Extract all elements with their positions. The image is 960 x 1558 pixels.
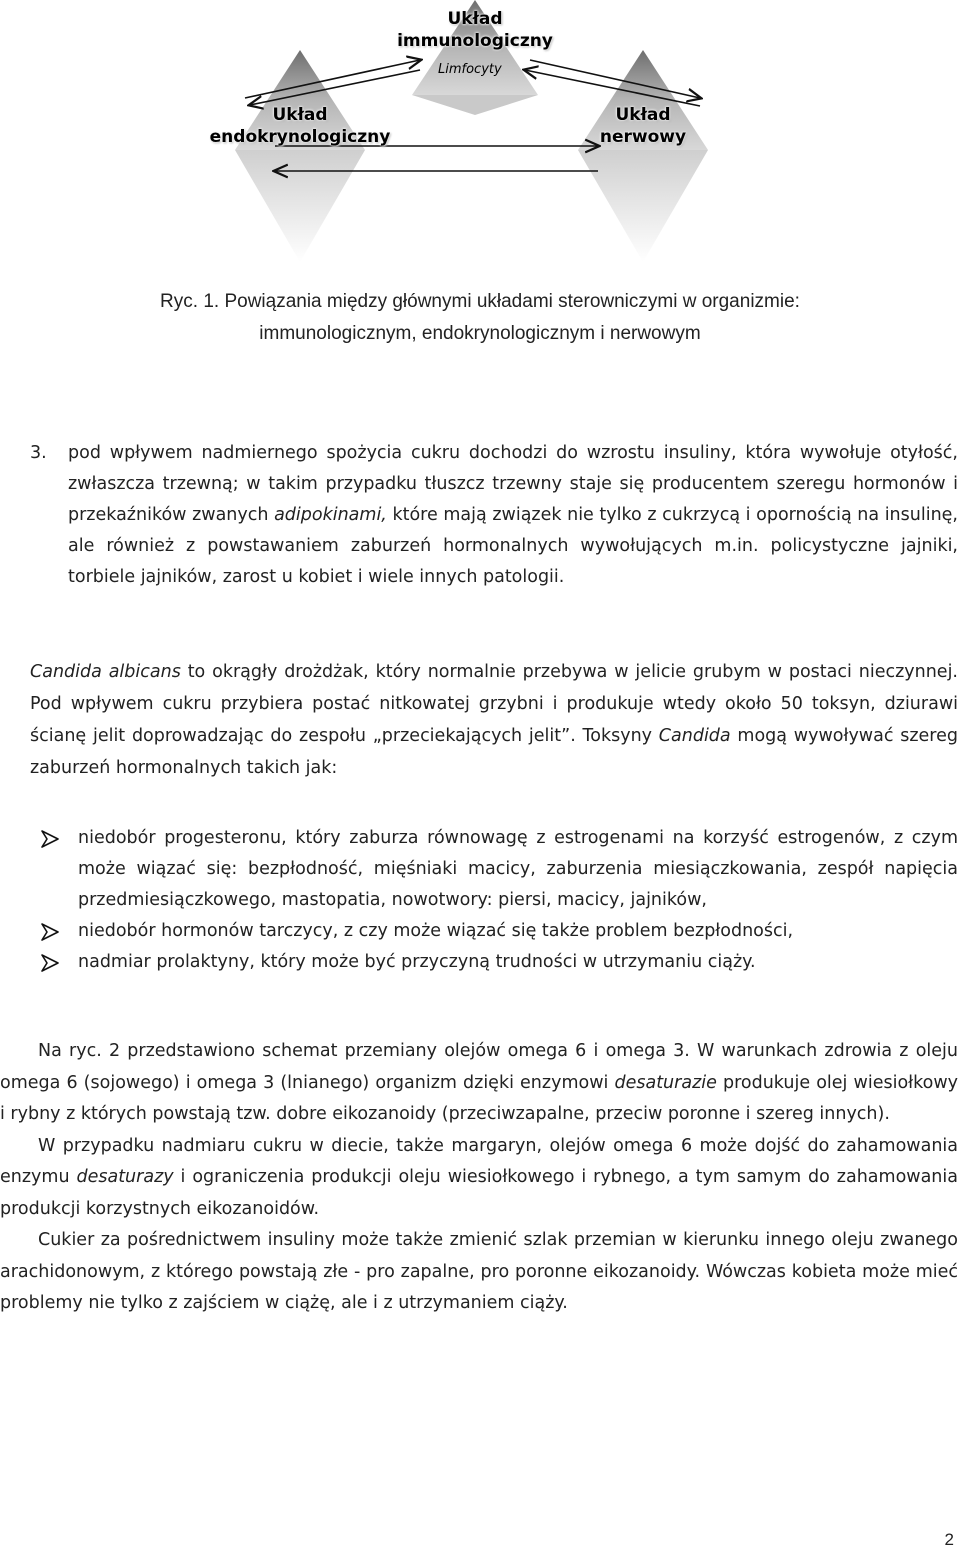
list-item-3 <box>30 438 958 593</box>
caption-line-1: Ryc. 1. Powiązania między głównymi układami sterowniczymi w organizmie: <box>160 291 800 312</box>
omega-p2-b: i ograniczenia produkcji oleju wiesiołkowego i rybnego, a tym samym do zahamowania produkcji korzystnych eikozanoidów. <box>0 1167 958 1219</box>
bullet-text: niedobór hormonów tarczycy, z czy może wiązać się także problem bezpłodności, <box>78 921 794 941</box>
arrow-endocrine-to-immune <box>245 60 420 98</box>
term-desaturazy: desaturazy <box>76 1167 174 1187</box>
pyramid-nervous <box>578 50 708 262</box>
node-label-immune: Układ immunologiczny <box>397 9 553 51</box>
term-candida: Candida <box>658 726 731 746</box>
omega-paragraph-1 <box>0 1036 958 1131</box>
figure-caption <box>0 286 960 350</box>
item-3-text-a: pod wpływem nadmiernego spożycia cukru dochodzi do wzrostu insuliny, która wywołuje otyłość, zwłaszcza trzewną; w takim przypadku tłuszcz trzewny staje się producentem szeregu hormonów i przekaźników zwanych <box>68 443 958 525</box>
caption-line-2: immunologicznym, endokrynologicznym i nerwowym <box>259 323 701 344</box>
omega-paragraph-3: Cukier za pośrednictwem insuliny może także zmienić szlak przemian w kierunku innego oleju zwanego arachidonowym, z którego powstają złe - pro zapalne, pro poronne eikozanoidy. Wówczas kobieta może mieć problemy nie tylko z zajściem w ciążę, ale i z utrzymaniem ciąży. <box>0 1230 958 1313</box>
term-adipokines: adipokinami, <box>274 505 387 525</box>
item-3-text-b: które mają związek nie tylko z cukrzycą i opornością na insulinę, ale również z powstawaniem zaburzeń hormonalnych wywołujących m.in. policystyczne jajniki, torbiele jajników, zarost u kobiet i wiele innych patologii. <box>68 505 958 587</box>
candida-text <box>0 656 958 784</box>
pyramid-endocrine <box>235 50 365 262</box>
list-item <box>40 823 958 916</box>
omega-p2-a: W przypadku nadmiaru cukru w diecie, także margaryn, olejów omega 6 może dojść do zahamowania enzymu <box>0 1135 958 1187</box>
arrow-immune-to-nervous <box>530 60 700 98</box>
arrow-immune-to-endocrine <box>250 70 420 105</box>
bullet-text: nadmiar prolaktyny, który może być przyczyną trudności w utrzymaniu ciąży. <box>78 952 756 972</box>
arrowhead-bullet-icon <box>40 923 60 941</box>
node-label-nervous: Układ nerwowy <box>599 105 687 147</box>
omega-paragraph-2 <box>0 1131 958 1226</box>
term-candida-albicans: Candida albicans <box>30 662 181 682</box>
list-item <box>40 916 958 947</box>
bullet-text: niedobór progesteronu, który zaburza równowagę z estrogenami na korzyść estrogenów, z czym może wiązać się: bezpłodność, mięśniaki macicy, zaburzenia miesiączkowania, zespół napięcia przedmiesiączkowego, mastopatia, nowotwory: piersi, macicy, jajników, <box>78 828 958 910</box>
term-desaturazie: desaturazie <box>614 1072 717 1093</box>
candida-paragraph <box>0 656 958 784</box>
list-item <box>40 947 958 978</box>
candida-text-b: mogą wywoływać szereg zaburzeń hormonalnych takich jak: <box>30 726 958 778</box>
page-number: 2 <box>944 1530 954 1549</box>
omega-p1-a: Na ryc. 2 przedstawiono schemat przemiany olejów omega 6 i omega 3. W warunkach zdrowia z oleju omega 6 (sojowego) i omega 3 (lnianego) organizm dzięki enzymowi <box>0 1041 958 1093</box>
node-label-endocrine: Układ endokrynologiczny <box>209 105 391 147</box>
arrowhead-bullet-icon <box>40 830 60 848</box>
omega-section <box>0 1036 958 1320</box>
item-3-text <box>68 438 958 593</box>
omega-p1-b: produkuje olej wiesiołkowy i rybny z których powstają tzw. dobre eikozanoidy (przeciwzapalne, przeciw poronne i szereg innych). <box>0 1072 959 1124</box>
arrowhead-bullet-icon <box>40 954 60 972</box>
node-sublabel-lymphocytes: Limfocyty <box>438 62 502 77</box>
disorders-list <box>40 823 958 978</box>
systems-diagram <box>0 0 960 270</box>
candida-text-a: to okrągły drożdżak, który normalnie przebywa w jelicie grubym w postaci nieczynnej. Pod wpływem cukru przybiera postać nitkowatej grzybni i produkuje wtedy około 50 toksyn, dziurawi ścianę jelit doprowadzając do zespołu „przeciekających jelit”. Toksyny <box>30 662 958 746</box>
item-number: 3. <box>30 443 47 463</box>
